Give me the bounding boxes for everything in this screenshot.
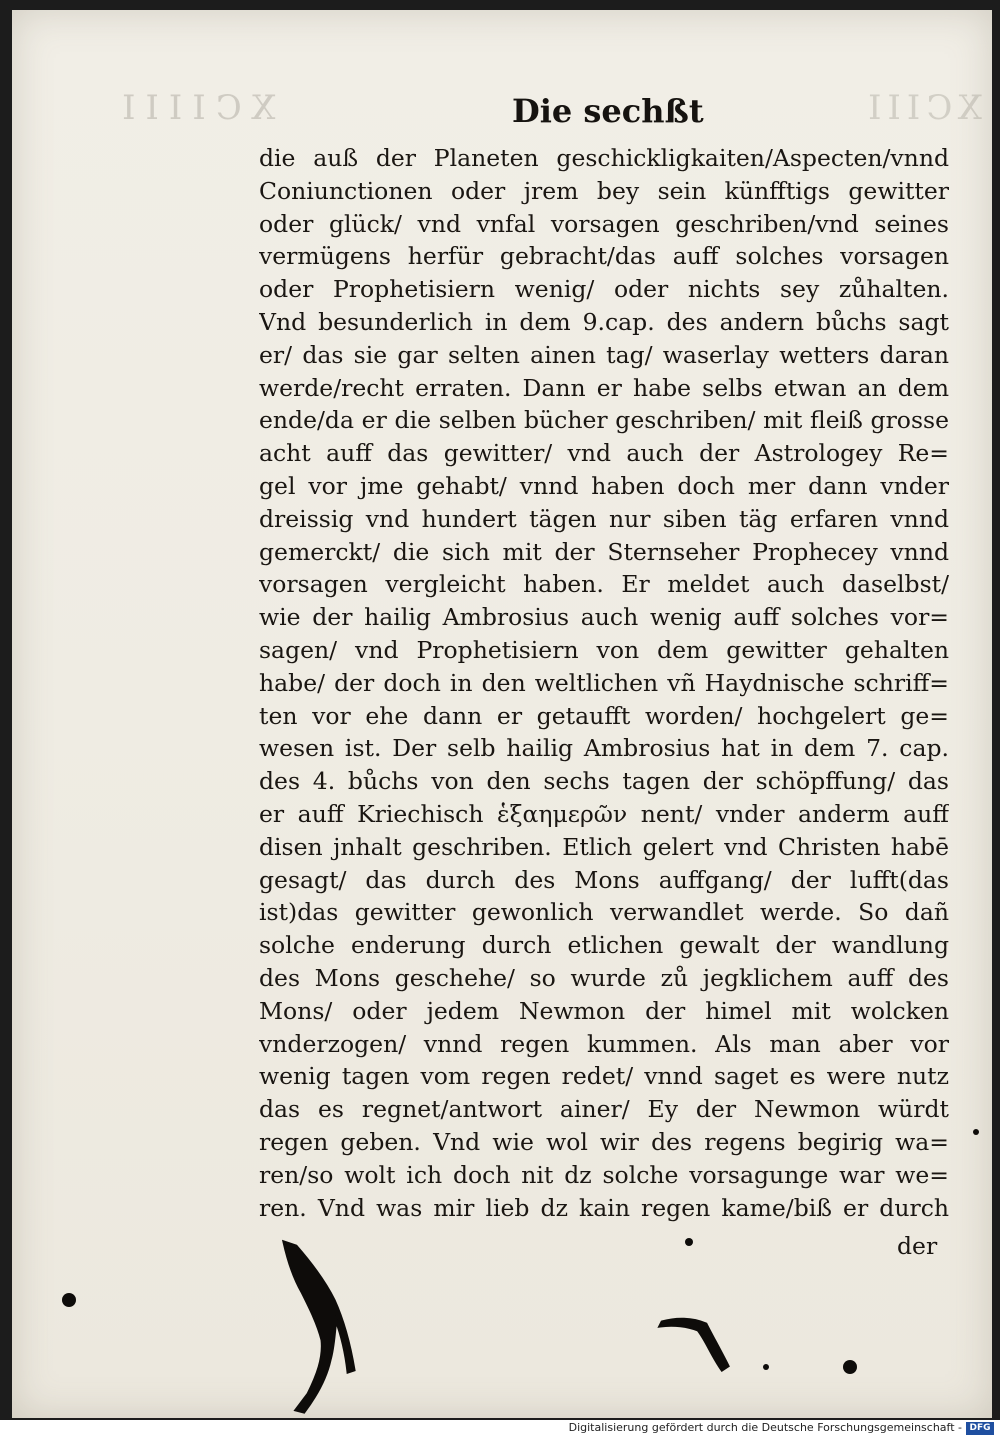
- text-line: die auß der Planeten geschickligkaiten/Aspecten/vnnd: [259, 144, 949, 172]
- footer-bar: [0, 1420, 1000, 1437]
- text-line: gemerckt/ die sich mit der Sternseher Prophecey vnnd: [259, 537, 949, 566]
- mirror-bleed-through-right: XCIII: [862, 88, 982, 128]
- text-line: oder glück/ vnd vnfal vorsagen geschriben/vnd seines: [259, 209, 949, 238]
- ink-stroke-small: [660, 1319, 728, 1370]
- text-line: Mons/ oder jedem Newmon der himel mit wolcken: [259, 996, 949, 1025]
- ink-dot: [843, 1360, 857, 1374]
- text-line: wie der hailig Ambrosius auch wenig auff solches vor=: [259, 603, 949, 632]
- catchword: der: [897, 1232, 938, 1260]
- ink-stroke-large: [284, 1242, 354, 1412]
- text-line: gel vor jme gehabt/ vnnd haben doch mer dann vnder: [259, 471, 949, 500]
- text-line: ist)das gewitter gewonlich verwandlet werde. So dañ: [259, 898, 949, 927]
- text-line: habe/ der doch in den weltlichen vñ Haydnische schriff=: [259, 668, 949, 697]
- text-line: solche enderung durch etlichen gewalt der wandlung: [259, 931, 949, 960]
- text-line: er auff Kriechisch ἑξαημερῶν nent/ vnder anderm auff: [259, 799, 949, 828]
- text-line: wenig tagen vom regen redet/ vnnd saget es were nutz: [259, 1062, 949, 1091]
- ink-dot: [763, 1364, 769, 1370]
- text-line: Coniunctionen oder jrem bey sein künfftigs gewitter: [259, 176, 949, 205]
- text-line: vorsagen vergleicht haben. Er meldet auch daselbst/: [259, 570, 949, 599]
- ink-marks: [12, 10, 992, 1418]
- ink-dot: [685, 1238, 693, 1246]
- funding-credit: Digitalisierung gefördert durch die Deutsche Forschungsgemeinschaft -: [568, 1421, 962, 1434]
- text-line: er/ das sie gar selten ainen tag/ waserlay wetters daran: [259, 340, 949, 369]
- text-line: vermügens herfür gebracht/das auff solches vorsagen: [259, 242, 949, 271]
- text-line: ende/da er die selben bücher geschriben/ mit fleiß grosse: [259, 406, 949, 435]
- text-line: sagen/ vnd Prophetisiern von dem gewitter gehalten: [259, 635, 949, 664]
- text-line: werde/recht erraten. Dann er habe selbs etwan an dem: [259, 373, 949, 402]
- text-line: oder Prophetisiern wenig/ oder nichts sey zůhalten.: [259, 275, 949, 304]
- text-line: regen geben. Vnd wie wol wir des regens begirig wa=: [259, 1127, 949, 1156]
- text-line: wesen ist. Der selb hailig Ambrosius hat in dem 7. cap.: [259, 734, 949, 763]
- ink-dot: [973, 1129, 979, 1135]
- text-line: acht auff das gewitter/ vnd auch der Astrologey Re=: [259, 439, 949, 468]
- dfg-logo[interactable]: DFG: [966, 1422, 994, 1435]
- text-line: vnderzogen/ vnnd regen kummen. Als man aber vor: [259, 1029, 949, 1058]
- text-line: dreissig vnd hundert tägen nur siben täg erfaren vnnd: [259, 504, 949, 533]
- text-line: ren/so wolt ich doch nit dz solche vorsagunge war we=: [259, 1160, 949, 1189]
- text-line: des 4. bůchs von den sechs tagen der schöpffung/ das: [259, 767, 949, 796]
- text-line: ren. Vnd was mir lieb dz kain regen kame/biß er durch: [259, 1193, 949, 1222]
- mirror-bleed-through-left: XCIIII: [112, 88, 276, 128]
- text-line: Vnd besunderlich in dem 9.cap. des andern bůchs sagt: [259, 307, 949, 336]
- book-page: [12, 10, 992, 1418]
- text-line: gesagt/ das durch des Mons auffgang/ der lufft(das: [259, 865, 949, 894]
- text-line: das es regnet/antwort ainer/ Ey der Newmon würdt: [259, 1095, 949, 1124]
- running-head: Die sechßt: [512, 92, 704, 130]
- ink-dot: [62, 1293, 76, 1307]
- text-line: disen jnhalt geschriben. Etlich gelert vnd Christen habē: [259, 832, 949, 861]
- text-line: des Mons geschehe/ so wurde zů jegklichem auff des: [259, 963, 949, 992]
- text-line: ten vor ehe dann er getaufft worden/ hochgelert ge=: [259, 701, 949, 730]
